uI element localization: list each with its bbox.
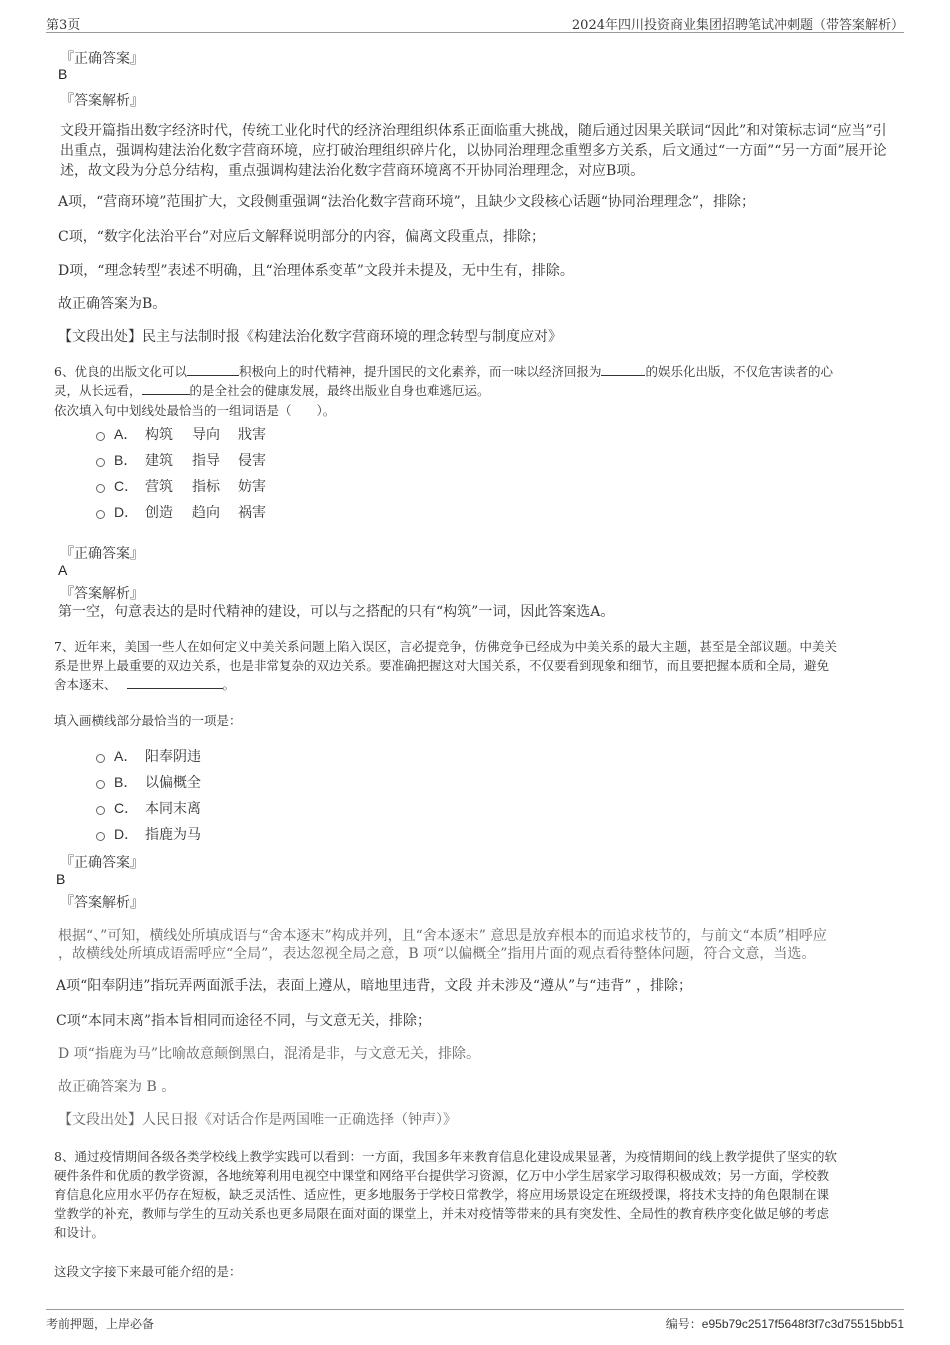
document-id: 编号：e95b79c2517f5648f3f7c3d75515bb51 bbox=[665, 1317, 904, 1331]
question-8-stem-line5: 和设计。 bbox=[54, 1225, 105, 1240]
correct-answer: B bbox=[58, 66, 68, 82]
analysis-option-a: A项，“营商环境”范围扩大，文段侧重强调“法治化数字营商环境”，且缺少文段核心话题“协同治理理念”，排除； bbox=[58, 194, 756, 210]
analysis-option-c: C项，“数字化法治平台”对应后文解释说明部分的内容，偏离文段重点，排除； bbox=[58, 229, 546, 245]
question-8-stem: 8、通过疫情期间各级各类学校线上教学实践可以看到：一方面，我国多年来教育信息化建设成果显著，为疫情期间的线上教学提供了坚实的软 bbox=[54, 1149, 837, 1164]
q7-option-d[interactable]: D． 指鹿为马 bbox=[96, 824, 396, 846]
analysis-label: 『答案解析』 bbox=[60, 586, 144, 602]
page-footer bbox=[46, 1309, 904, 1335]
question-7-instruction: 填入画横线部分最恰当的一项是： bbox=[54, 713, 242, 728]
question-8-instruction: 这段文字接下来最可能介绍的是： bbox=[54, 1264, 242, 1279]
answer-label: 『正确答案』 bbox=[60, 855, 144, 871]
answer-label: 『正确答案』 bbox=[60, 51, 144, 67]
q7-option-c[interactable]: C． 本同末离 bbox=[96, 798, 396, 820]
analysis-label: 『答案解析』 bbox=[60, 93, 144, 109]
analysis-paragraph-cont: ，故横线处所填成语需呼应“全局”，表达忽视全局之意，B 项“以偏概全”指用片面的观点看待整体问题，符合文意，当选。 bbox=[58, 946, 816, 962]
fill-blank bbox=[601, 364, 645, 376]
q7-option-a[interactable]: A． 阳奉阴违 bbox=[96, 746, 396, 768]
q6-option-b[interactable]: B． 建筑 指导 侵害 bbox=[96, 450, 396, 472]
radio-button[interactable] bbox=[96, 510, 105, 519]
correct-answer: A bbox=[58, 562, 68, 578]
analysis-paragraph: 第一空，句意表达的是时代精神的建设，可以与之搭配的只有“构筑”一词，因此答案选A。 bbox=[58, 604, 615, 620]
footer-slogan: 考前押题，上岸必备 bbox=[46, 1317, 155, 1331]
analysis-label: 『答案解析』 bbox=[60, 895, 144, 911]
question-8-stem-line3: 育信息化应用水平仍存在短板，缺乏灵活性、适应性，更多地服务于学校日常教学，将应用场景设定在班级授课，将技术支持的角色限制在课 bbox=[54, 1187, 830, 1202]
document-title: 2024年四川投资商业集团招聘笔试冲刺题（带答案解析） bbox=[571, 18, 904, 33]
question-7-stem-cont: 系是世界上最重要的双边关系，也是非常复杂的双边关系。要准确把握这对大国关系，不仅要看到现象和细节，而且要把握本质和全局，避免 bbox=[54, 658, 830, 673]
radio-button[interactable] bbox=[96, 806, 105, 815]
page-header bbox=[46, 14, 904, 33]
question-8-stem-line2: 硬件条件和优质的教学资源，各地统筹利用电视空中课堂和网络平台提供学习资源，亿万中小学生居家学习取得积极成效；另一方面，学校教 bbox=[54, 1168, 830, 1183]
fill-blank bbox=[187, 364, 239, 376]
radio-button[interactable] bbox=[96, 458, 105, 467]
analysis-option-d: D项，“理念转型”表述不明确，且“治理体系变革”文段并未提及，无中生有，排除。 bbox=[58, 263, 574, 279]
question-7-stem-end: 舍本逐末、 。 bbox=[54, 677, 236, 692]
fill-blank bbox=[142, 383, 190, 395]
analysis-paragraph: 文段开篇指出数字经济时代，传统工业化时代的经济治理组织体系正面临重大挑战，随后通过因果关联词“因此”和对策标志词“应当”引出重点，强调构建法治化数字营商环境，应打破治理组织碎片化，以协同治理理念重塑多方关系，后文通过“一方面”“另一方面”展开论述，故文段为分总分结构，重点强调构建法治化数字营商环境离不开协同治理理念，对应B项。 bbox=[60, 123, 887, 179]
analysis-paragraph: 根据“、”可知，横线处所填成语与“舍本逐末”构成并列，且“舍本逐末” 意思是放弃根本的而追求枝节的，与前文“本质”相呼应 bbox=[58, 928, 827, 944]
fill-blank bbox=[127, 677, 223, 689]
text-source: 【文段出处】人民日报《对话合作是两国唯一正确选择（钟声）》 bbox=[58, 1112, 457, 1128]
correct-answer: B bbox=[56, 871, 66, 887]
answer-label: 『正确答案』 bbox=[60, 546, 144, 562]
question-7-stem: 7、近年来，美国一些人在如何定义中美关系问题上陷入误区，言必提竞争，仿佛竞争已经成为中美关系的最大主题，甚至是全部议题。中美关 bbox=[54, 639, 837, 654]
question-6-instruction: 依次填入句中划线处最恰当的一组词语是（ ）。 bbox=[54, 403, 336, 418]
question-6-stem: 6、优良的出版文化可以 积极向上的时代精神，提升国民的文化素养，而一味以经济回报为 的娱乐化出版，不仅危害读者的心 bbox=[54, 364, 833, 379]
analysis-option-d: D 项“指鹿为马”比喻故意颠倒黑白，混淆是非，与文意无关，排除。 bbox=[58, 1046, 480, 1062]
text-source: 【文段出处】民主与法制时报《构建法治化数字营商环境的理念转型与制度应对》 bbox=[58, 329, 562, 345]
q7-option-b[interactable]: B． 以偏概全 bbox=[96, 772, 396, 794]
question-6-stem-cont: 灵，从长远看， 的是全社会的健康发展，最终出版业自身也难逃厄运。 bbox=[54, 383, 490, 398]
radio-button[interactable] bbox=[96, 780, 105, 789]
analysis-conclusion: 故正确答案为B。 bbox=[58, 296, 167, 312]
analysis-option-a: A项“阳奉阴违”指玩弄两面派手法，表面上遵从，暗地里违背，文段 并未涉及“遵从”与“违背” ，排除； bbox=[56, 978, 692, 994]
radio-button[interactable] bbox=[96, 432, 105, 441]
analysis-conclusion: 故正确答案为 B 。 bbox=[58, 1079, 176, 1095]
radio-button[interactable] bbox=[96, 754, 105, 763]
radio-button[interactable] bbox=[96, 832, 105, 841]
q6-option-c[interactable]: C． 营筑 指标 妨害 bbox=[96, 476, 396, 498]
page-number: 第3页 bbox=[46, 18, 81, 33]
radio-button[interactable] bbox=[96, 484, 105, 493]
q6-option-d[interactable]: D． 创造 趋向 祸害 bbox=[96, 502, 396, 524]
q6-option-a[interactable]: A． 构筑 导向 戕害 bbox=[96, 424, 396, 446]
analysis-option-c: C项“本同末离”指本旨相同而途径不同，与文意无关，排除； bbox=[56, 1013, 432, 1029]
question-8-stem-line4: 堂教学的补充，教师与学生的互动关系也更多局限在面对面的课堂上，并未对疫情等带来的具有突发性、全局性的教育秩序变化做足够的考虑 bbox=[54, 1206, 830, 1221]
